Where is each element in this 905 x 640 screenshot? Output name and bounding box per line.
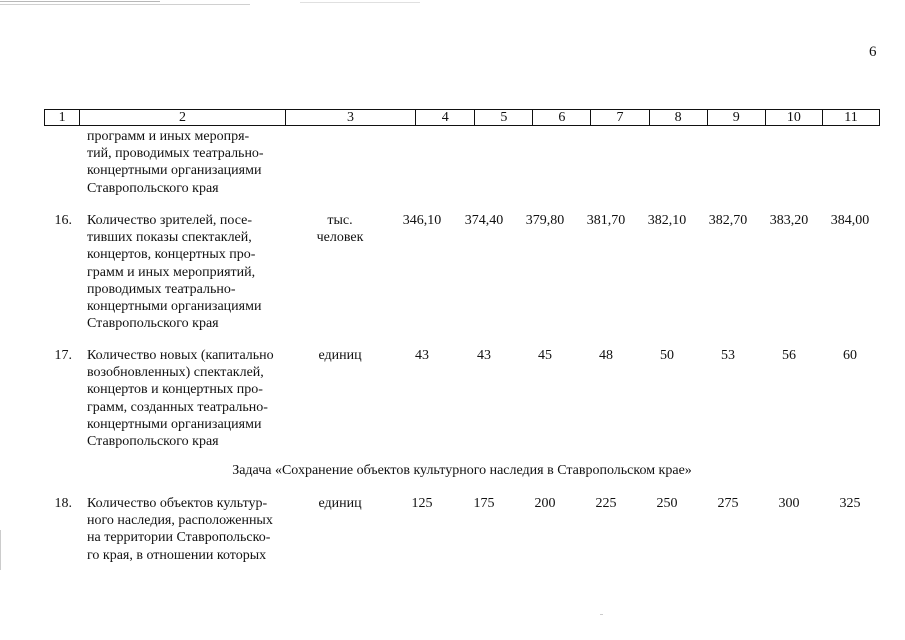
text-line: Количество объектов культур- bbox=[87, 496, 268, 511]
value-cell: 125 bbox=[411, 496, 433, 511]
value-cell: 200 bbox=[534, 496, 556, 511]
text-line: Ставропольского края bbox=[87, 434, 219, 450]
text-line: концертными организациями bbox=[87, 163, 262, 179]
value-cell: 346,10 bbox=[402, 213, 442, 228]
row-description bbox=[87, 347, 292, 450]
value-cell: 300 bbox=[778, 496, 800, 511]
text-line: тивших показы спектаклей, bbox=[87, 230, 252, 246]
value-cell: 45 bbox=[538, 348, 552, 363]
header-cell: 11 bbox=[844, 110, 858, 125]
task-heading: Задача «Сохранение объектов культурного наследия в Ставропольском крае» bbox=[232, 463, 692, 478]
scan-artifact bbox=[600, 614, 603, 615]
value-cell: 43 bbox=[477, 348, 491, 363]
text-line: грамм и иных мероприятий, bbox=[87, 264, 256, 280]
text-line: программ и иных меропря- bbox=[87, 129, 250, 144]
row-unit bbox=[305, 347, 375, 364]
text-line: единиц bbox=[318, 348, 362, 363]
text-line: концертными организациями bbox=[87, 416, 262, 432]
value-cell: 383,20 bbox=[769, 213, 809, 228]
value-cell: 374,40 bbox=[464, 213, 504, 228]
value-cell: 225 bbox=[595, 496, 617, 511]
row-unit bbox=[305, 495, 375, 512]
value-cell: 48 bbox=[599, 348, 613, 363]
text-line: единиц bbox=[318, 496, 362, 511]
scan-artifact bbox=[0, 4, 250, 5]
header-cell: 1 bbox=[45, 110, 80, 125]
scan-artifact bbox=[300, 2, 420, 3]
text-line: на территории Ставропольско- bbox=[87, 530, 271, 546]
value-cell: 384,00 bbox=[830, 213, 870, 228]
text-line: го края, в отношении которых bbox=[87, 547, 267, 563]
value-cell: 50 bbox=[660, 348, 674, 363]
header-cell: 2 bbox=[80, 110, 286, 125]
row-number: 16. bbox=[54, 213, 72, 228]
value-cell: 250 bbox=[656, 496, 678, 511]
table-header-row bbox=[44, 109, 880, 126]
text-line: ного наследия, расположенных bbox=[87, 513, 273, 529]
scan-artifact bbox=[0, 1, 160, 2]
value-cell: 379,80 bbox=[525, 213, 565, 228]
page-number: 6 bbox=[869, 44, 877, 60]
header-cell: 8 bbox=[650, 110, 708, 125]
header-cell: 3 bbox=[286, 110, 416, 125]
text-line: концертов и концертных про- bbox=[87, 382, 263, 398]
text-line: концертными организациями bbox=[87, 299, 262, 315]
value-cell: 381,70 bbox=[586, 213, 626, 228]
value-cell: 56 bbox=[782, 348, 796, 363]
text-line: Количество новых (капитально bbox=[87, 348, 274, 363]
row-number: 17. bbox=[54, 348, 72, 363]
row-unit bbox=[305, 212, 375, 246]
text-line: возобновленных) спектаклей, bbox=[87, 365, 264, 381]
value-cell: 382,10 bbox=[647, 213, 687, 228]
text-line: проводимых театрально- bbox=[87, 281, 236, 297]
value-cell: 382,70 bbox=[708, 213, 748, 228]
value-cell: 175 bbox=[473, 496, 495, 511]
header-cell: 9 bbox=[708, 110, 766, 125]
text-line: грамм, созданных театрально- bbox=[87, 399, 268, 415]
text-line: Ставропольского края bbox=[87, 180, 219, 196]
header-cell: 10 bbox=[766, 110, 823, 125]
header-cell: 5 bbox=[475, 110, 533, 125]
row-description bbox=[87, 495, 292, 564]
text-line: тыс. bbox=[327, 213, 353, 228]
value-cell: 275 bbox=[717, 496, 739, 511]
text-line: Количество зрителей, посе- bbox=[87, 213, 253, 228]
value-cell: 43 bbox=[415, 348, 429, 363]
header-cell: 7 bbox=[591, 110, 649, 125]
text-line: тий, проводимых театрально- bbox=[87, 146, 264, 162]
header-cell: 4 bbox=[416, 110, 475, 125]
row-description bbox=[87, 212, 292, 332]
text-line: Ставропольского края bbox=[87, 316, 219, 332]
continuation-text bbox=[87, 128, 292, 197]
text-line: концертов, концертных про- bbox=[87, 247, 256, 263]
value-cell: 60 bbox=[843, 348, 857, 363]
row-number: 18. bbox=[54, 496, 72, 511]
text-line: человек bbox=[316, 230, 364, 245]
scan-artifact bbox=[0, 530, 1, 570]
value-cell: 325 bbox=[839, 496, 861, 511]
value-cell: 53 bbox=[721, 348, 735, 363]
header-cell: 6 bbox=[533, 110, 591, 125]
